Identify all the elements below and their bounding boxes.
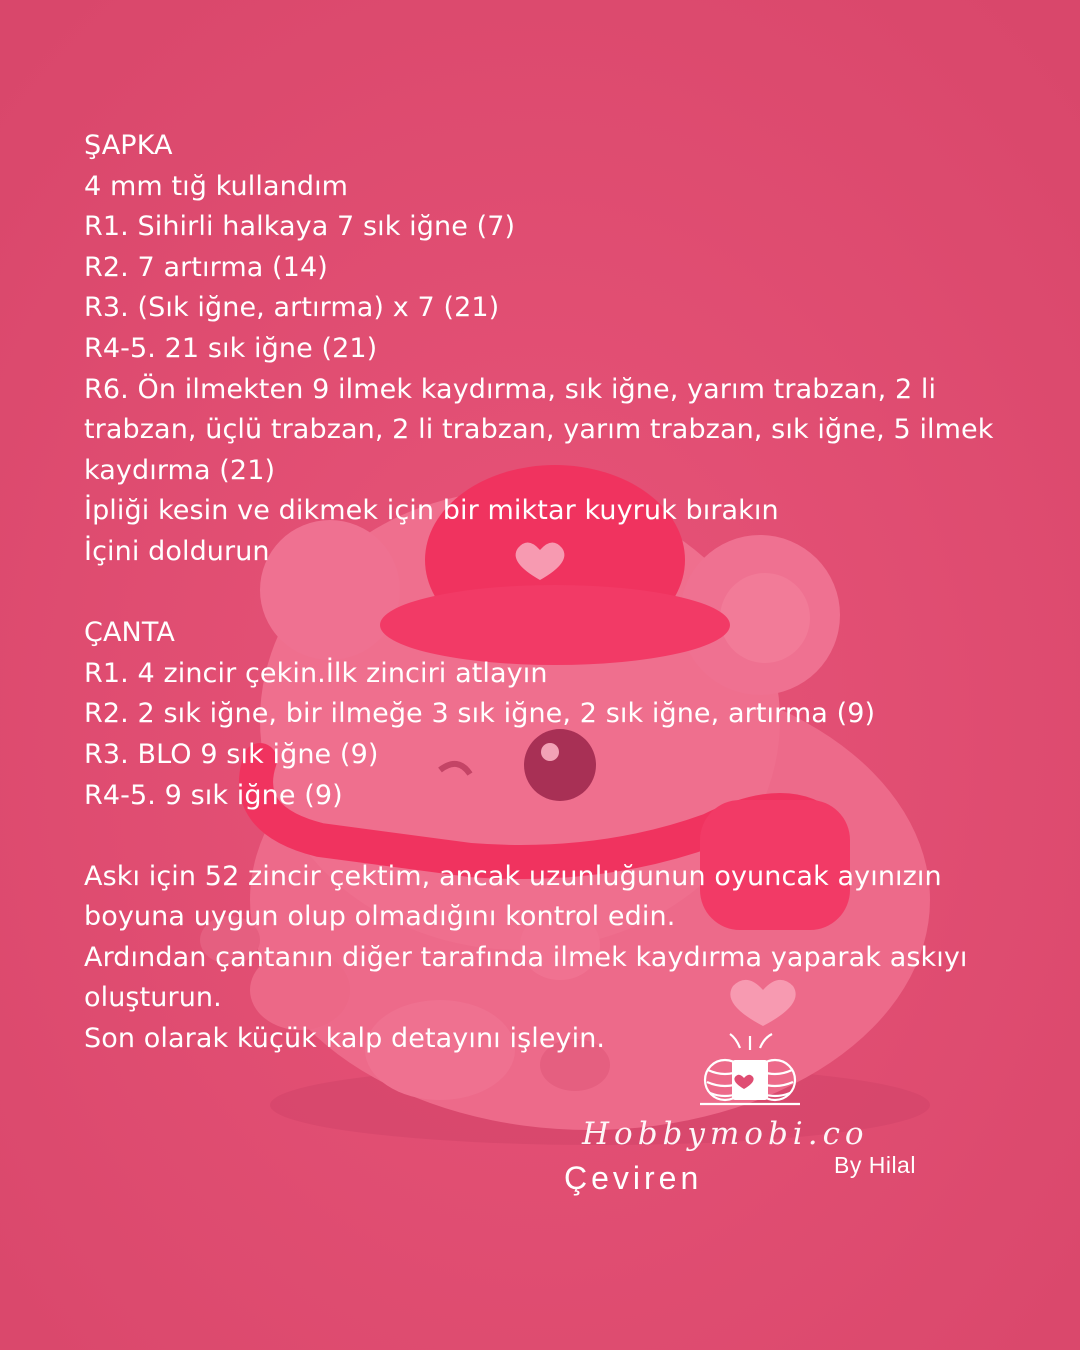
hat-line: R2. 7 artırma (14) [84, 251, 328, 283]
strap-line: Ardından çantanın diğer tarafında ilmek kaydırma yaparak askıyı oluşturun. [84, 941, 968, 1014]
bag-section-title: ÇANTA [84, 617, 175, 649]
hat-line: 4 mm tığ kullandım [84, 170, 349, 202]
brand-byline: By Hilal [834, 1152, 916, 1178]
translator-label: Çeviren [564, 1160, 703, 1196]
hat-line: İpliği kesin ve dikmek için bir miktar kuyruk bırakın [84, 495, 779, 527]
pattern-text [84, 126, 1034, 1060]
hat-line: R3. (Sık iğne, artırma) x 7 (21) [84, 292, 500, 324]
strap-line: Askı için 52 zincir çektim, ancak uzunluğunun oyuncak ayınızın boyuna uygun olup olmadığını kontrol edin. [84, 860, 942, 933]
hat-section-title: ŞAPKA [84, 130, 173, 161]
hat-line: İçini doldurun [84, 535, 270, 567]
strap-line: Son olarak küçük kalp detayını işleyin. [84, 1023, 606, 1055]
hat-line: R6. Ön ilmekten 9 ilmek kaydırma, sık iğne, yarım trabzan, 2 li trabzan, üçlü trabzan, 2 li trabzan, yarım trabzan, sık iğne, 5 ilmek kaydırma (21) [84, 373, 994, 486]
bag-line: R2. 2 sık iğne, bir ilmeğe 3 sık iğne, 2 sık iğne, artırma (9) [84, 698, 876, 730]
hat-line: R1. Sihirli halkaya 7 sık iğne (7) [84, 211, 516, 243]
bag-line: R3. BLO 9 sık iğne (9) [84, 738, 379, 770]
brand-logo-text: Hobbymobi.co [582, 1116, 869, 1152]
bag-line: R1. 4 zincir çekin.İlk zinciri atlayın [84, 657, 548, 689]
bag-line: R4-5. 9 sık iğne (9) [84, 779, 343, 811]
section-gap [84, 816, 1034, 857]
section-gap [84, 573, 1034, 614]
hat-line: R4-5. 21 sık iğne (21) [84, 332, 378, 364]
